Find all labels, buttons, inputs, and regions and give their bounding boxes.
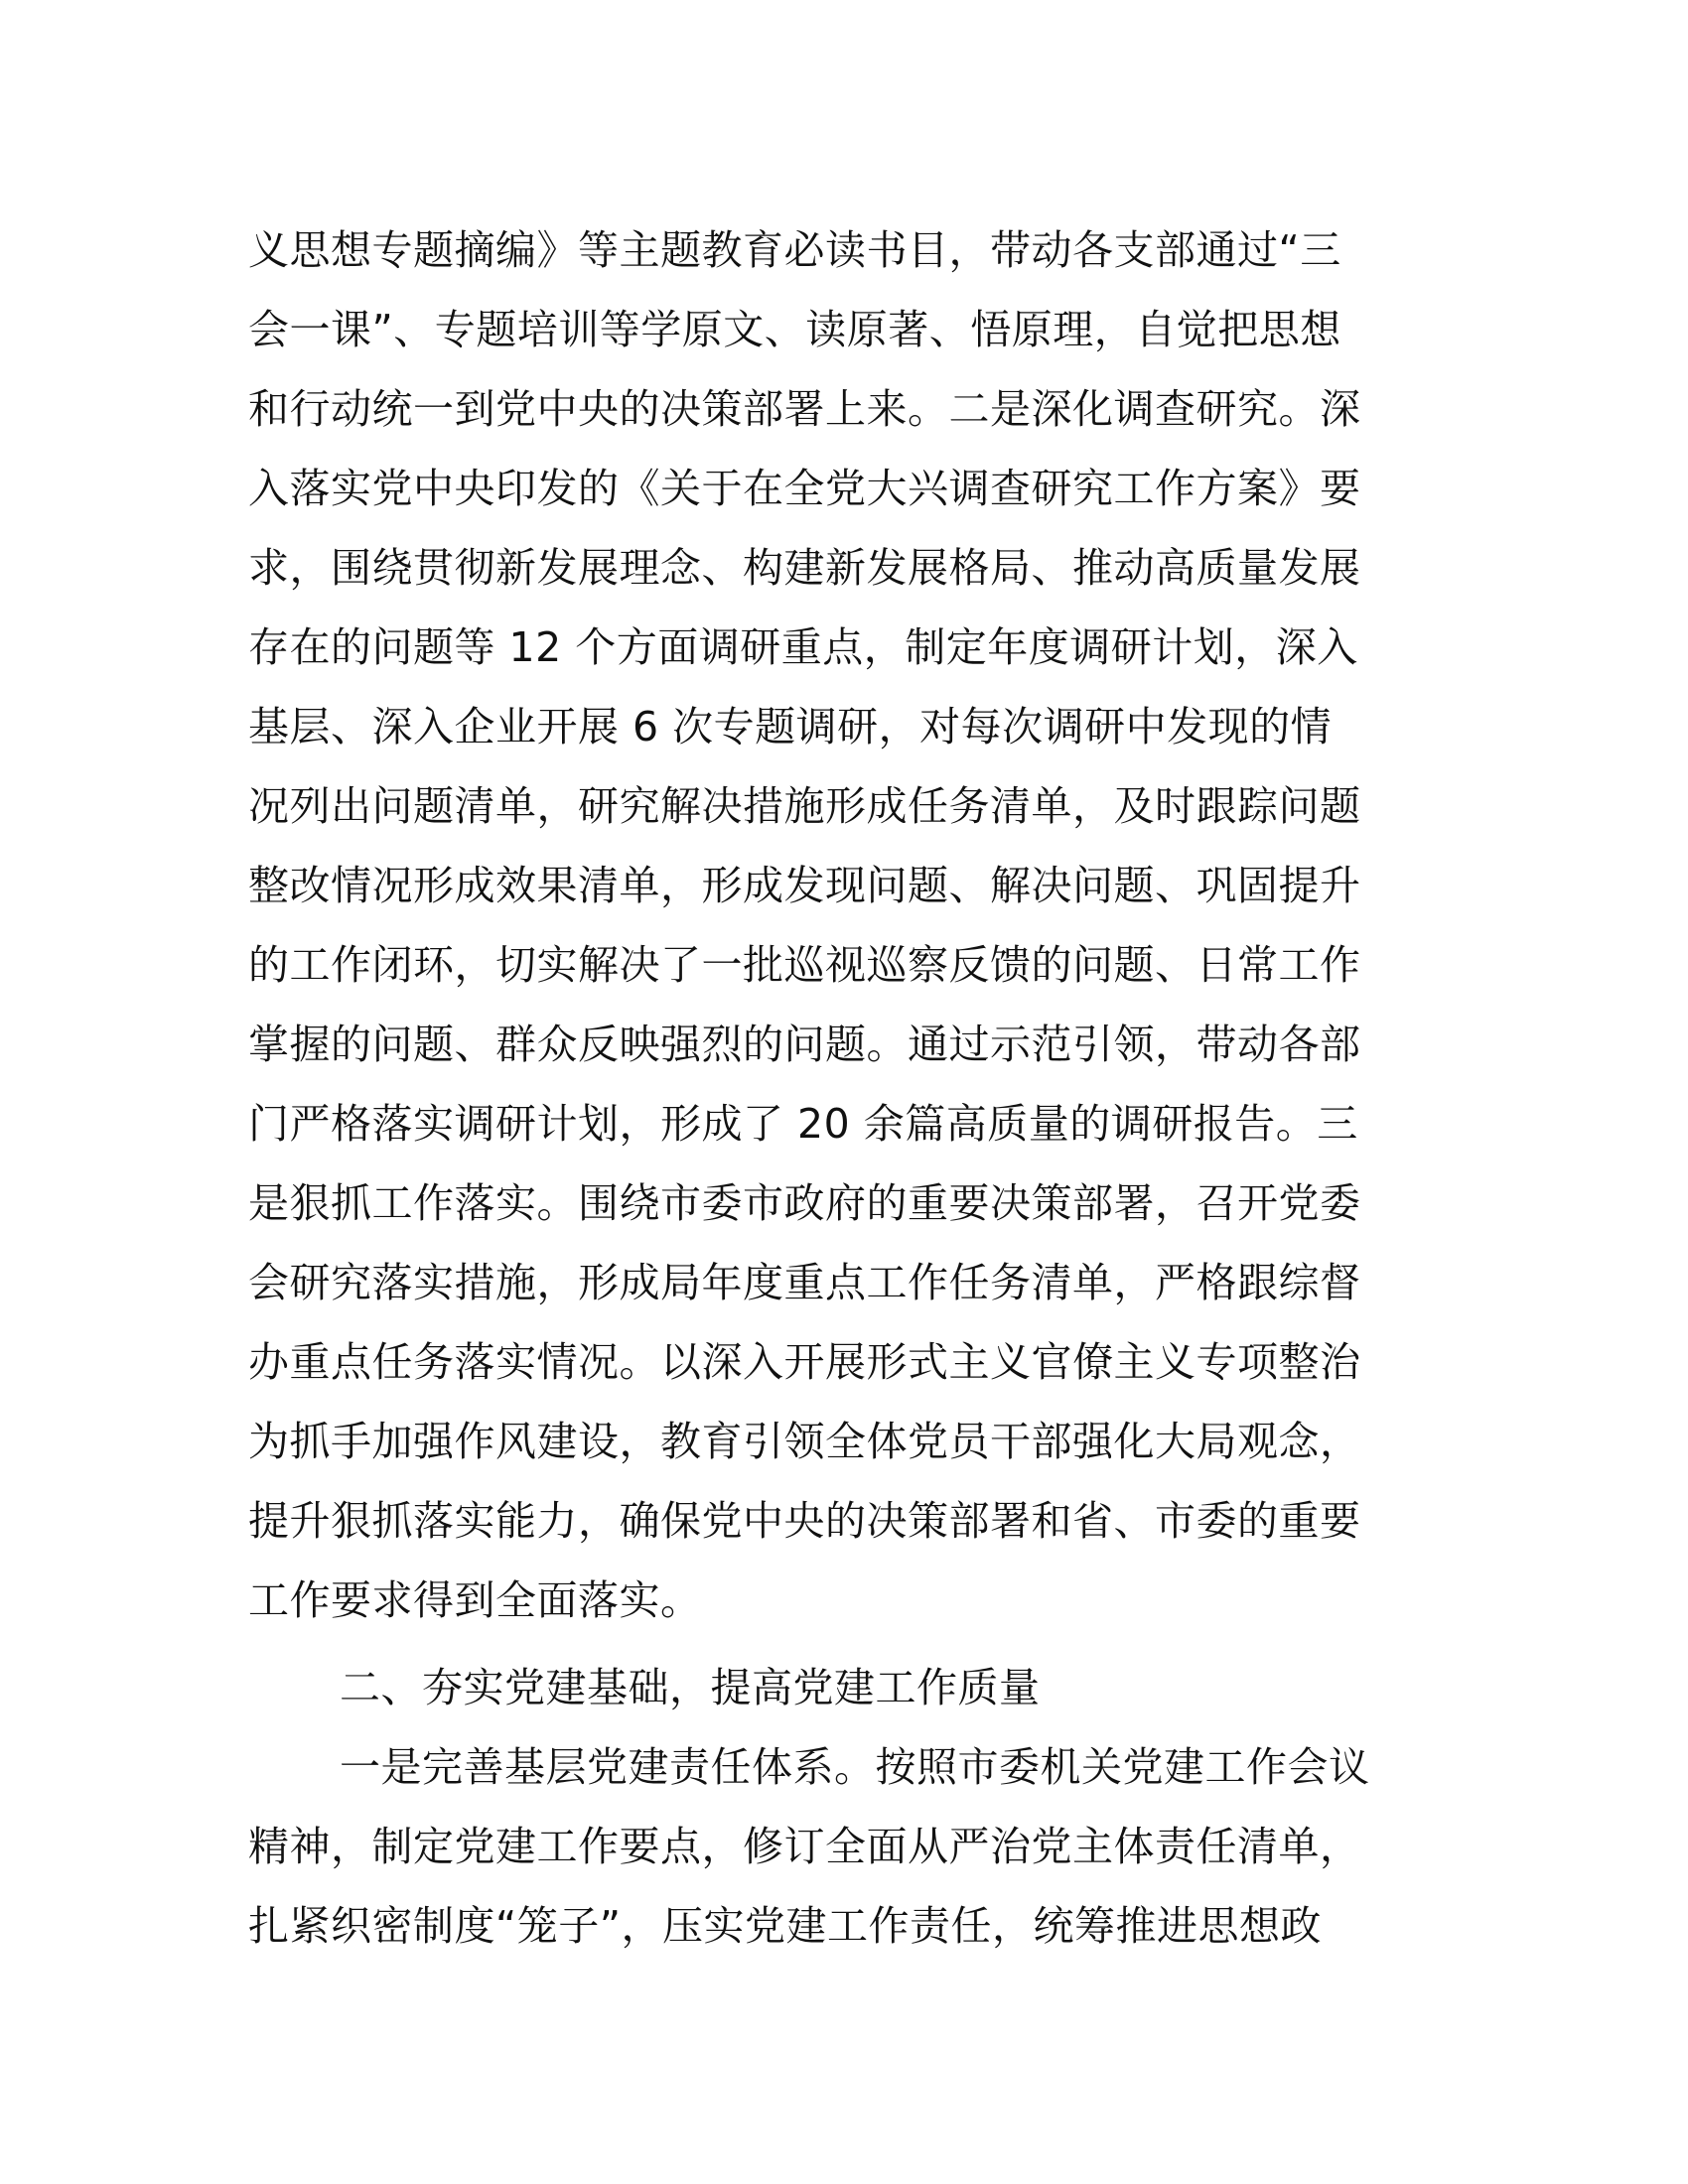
body-line: 为抓手加强作风建设，教育引领全体党员干部强化大局观念， (248, 1418, 1361, 1465)
body-line: 存在的问题等 12 个方面调研重点，制定年度调研计划，深入 (248, 623, 1358, 671)
body-line: 提升狠抓落实能力，确保党中央的决策部署和省、市委的重要 (248, 1497, 1361, 1545)
body-line: 整改情况形成效果清单，形成发现问题、解决问题、巩固提升 (248, 862, 1361, 909)
section-heading: 二、夯实党建基础，提高党建工作质量 (340, 1664, 1041, 1711)
body-line: 是狠抓工作落实。围绕市委市政府的重要决策部署，召开党委 (248, 1179, 1361, 1227)
body-line: 义思想专题摘编》等主题教育必读书目，带动各支部通过“三 (248, 226, 1341, 274)
body-line: 掌握的问题、群众反映强烈的问题。通过示范引领，带动各部 (248, 1021, 1361, 1068)
body-line: 一是完善基层党建责任体系。按照市委机关党建工作会议 (340, 1743, 1370, 1791)
body-line: 入落实党中央印发的《关于在全党大兴调查研究工作方案》要 (248, 465, 1361, 512)
body-line: 工作要求得到全面落实。 (248, 1576, 702, 1624)
body-line: 基层、深入企业开展 6 次专题调研，对每次调研中发现的情 (248, 703, 1333, 751)
body-line: 的工作闭环，切实解决了一批巡视巡察反馈的问题、日常工作 (248, 941, 1361, 989)
body-line: 扎紧织密制度“笼子”，压实党建工作责任，统筹推进思想政 (248, 1902, 1322, 1950)
body-line: 和行动统一到党中央的决策部署上来。二是深化调查研究。深 (248, 385, 1361, 433)
body-line: 况列出问题清单，研究解决措施形成任务清单，及时跟踪问题 (248, 782, 1361, 830)
body-line: 门严格落实调研计划，形成了 20 余篇高质量的调研报告。三 (248, 1100, 1358, 1148)
body-line: 精神，制定党建工作要点，修订全面从严治党主体责任清单， (248, 1823, 1361, 1870)
body-line: 会一课”、专题培训等学原文、读原著、悟原理，自觉把思想 (248, 306, 1341, 353)
body-line: 办重点任务落实情况。以深入开展形式主义官僚主义专项整治 (248, 1338, 1361, 1386)
body-line: 求，围绕贯彻新发展理念、构建新发展格局、推动高质量发展 (248, 544, 1361, 592)
body-line: 会研究落实措施，形成局年度重点工作任务清单，严格跟综督 (248, 1259, 1361, 1306)
document-body (248, 210, 1440, 1966)
